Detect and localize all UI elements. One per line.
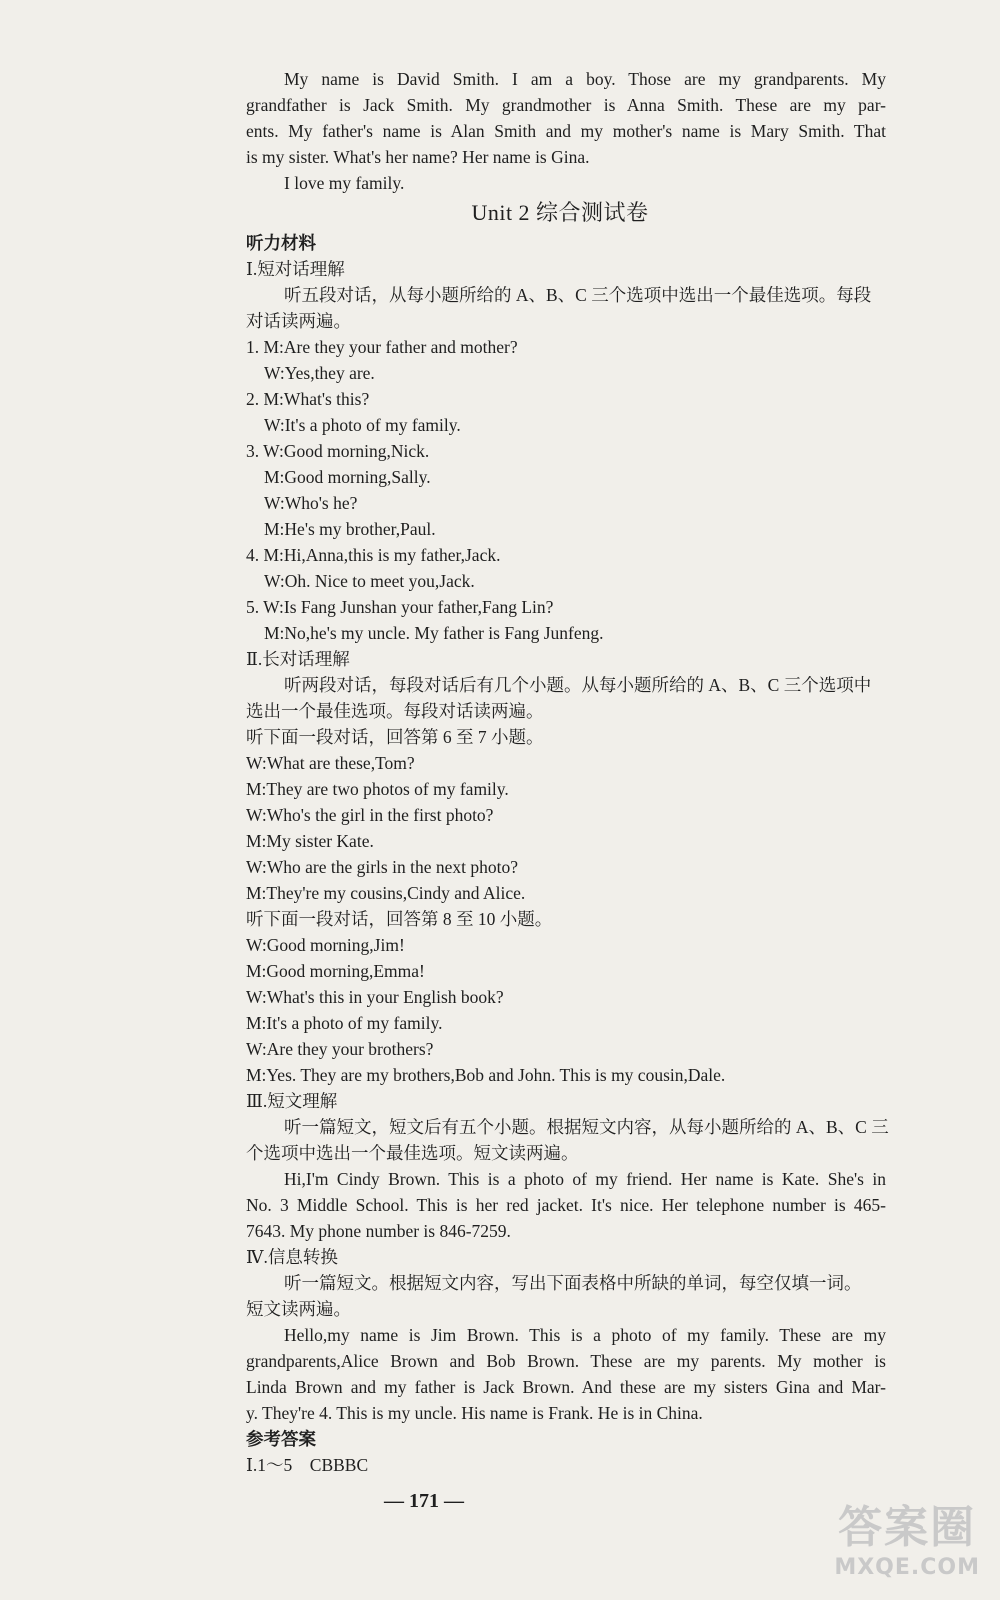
dialogue-instruction: 听下面一段对话，回答第 6 至 7 小题。 — [246, 727, 544, 747]
section-3-instruction-2: 个选项中选出一个最佳选项。短文读两遍。 — [246, 1143, 579, 1163]
dialogue-line: M:They're my cousins,Cindy and Alice. — [246, 883, 526, 903]
watermark-logo-text: 答案圈 — [838, 1502, 977, 1553]
section-2-heading: Ⅱ.长对话理解 — [246, 649, 350, 669]
watermark-site-text: MXQE.COM — [834, 1555, 980, 1580]
dialogue-line: W:Oh. Nice to meet you,Jack. — [264, 571, 475, 591]
page-number: — 171 — — [384, 1490, 464, 1512]
dialogue-line: W:What are these,Tom? — [246, 753, 415, 773]
section-1-instruction-2: 对话读两遍。 — [246, 311, 351, 331]
answers-heading: 参考答案 — [246, 1429, 316, 1449]
dialogue-line: W:Yes,they are. — [264, 363, 375, 383]
intro-line-5: I love my family. — [284, 173, 405, 193]
passage-line: Linda Brown and my father is Jack Brown. And these are my sisters Gina and Mar- — [246, 1377, 886, 1397]
dialogue-line: W:Who's he? — [264, 493, 358, 513]
section-4-heading: Ⅳ.信息转换 — [246, 1247, 338, 1267]
dialogue-line: M:No,he's my uncle. My father is Fang Junfeng. — [264, 623, 604, 643]
passage-line: Hello,my name is Jim Brown. This is a photo of my family. These are my — [284, 1325, 886, 1345]
intro-line-4: is my sister. What's her name? Her name is Gina. — [246, 147, 590, 167]
passage-line: grandparents,Alice Brown and Bob Brown. These are my parents. My mother is — [246, 1351, 886, 1371]
section-3-heading: Ⅲ.短文理解 — [246, 1091, 338, 1111]
dialogue-line: 4. M:Hi,Anna,this is my father,Jack. — [246, 545, 501, 565]
dialogue-line: 1. M:Are they your father and mother? — [246, 337, 518, 357]
unit-title: Unit 2 综合测试卷 — [471, 200, 649, 225]
dialogue-line: W:What's this in your English book? — [246, 987, 504, 1007]
intro-line-2: grandfather is Jack Smith. My grandmother is Anna Smith. These are my par- — [246, 95, 886, 115]
answers-line: Ⅰ.1～5 CBBBC — [246, 1455, 369, 1475]
dialogue-line: M:Yes. They are my brothers,Bob and John. This is my cousin,Dale. — [246, 1065, 726, 1085]
dialogue-line: 2. M:What's this? — [246, 389, 370, 409]
section-1-instruction-1: 听五段对话，从每小题所给的 A、B、C 三个选项中选出一个最佳选项。每段 — [284, 285, 872, 305]
dialogue-line: W:Who's the girl in the first photo? — [246, 805, 494, 825]
dialogue-line: W:Are they your brothers? — [246, 1039, 434, 1059]
dialogue-line: M:Good morning,Sally. — [264, 467, 431, 487]
section-4-instruction-1: 听一篇短文。根据短文内容，写出下面表格中所缺的单词，每空仅填一词。 — [284, 1273, 862, 1293]
intro-line-3: ents. My father's name is Alan Smith and my mother's name is Mary Smith. That — [246, 121, 886, 141]
intro-line-1: My name is David Smith. I am a boy. Those are my grandparents. My — [284, 69, 886, 89]
dialogue-instruction: 听下面一段对话，回答第 8 至 10 小题。 — [246, 909, 553, 929]
passage-line: 7643. My phone number is 846-7259. — [246, 1221, 511, 1241]
section-2-instruction-1: 听两段对话，每段对话后有几个小题。从每小题所给的 A、B、C 三个选项中 — [284, 675, 872, 695]
watermark-logo — [834, 1491, 980, 1580]
dialogue-line: M:It's a photo of my family. — [246, 1013, 443, 1033]
section-3-instruction-1: 听一篇短文，短文后有五个小题。根据短文内容，从每小题所给的 A、B、C 三 — [284, 1117, 889, 1137]
dialogue-line: W:It's a photo of my family. — [264, 415, 461, 435]
section-2-instruction-2: 选出一个最佳选项。每段对话读两遍。 — [246, 701, 544, 721]
dialogue-line: M:He's my brother,Paul. — [264, 519, 436, 539]
section-1-heading: Ⅰ.短对话理解 — [246, 259, 345, 279]
dialogue-line: M:Good morning,Emma! — [246, 961, 425, 981]
dialogue-line: 5. W:Is Fang Junshan your father,Fang Lin? — [246, 597, 554, 617]
dialogue-line: M:They are two photos of my family. — [246, 779, 509, 799]
listening-heading: 听力材料 — [246, 233, 316, 253]
dialogue-line: W:Who are the girls in the next photo? — [246, 857, 518, 877]
passage-line: Hi,I'm Cindy Brown. This is a photo of my friend. Her name is Kate. She's in — [284, 1169, 886, 1189]
dialogue-line: 3. W:Good morning,Nick. — [246, 441, 430, 461]
section-4-instruction-2: 短文读两遍。 — [246, 1299, 351, 1319]
dialogue-line: M:My sister Kate. — [246, 831, 374, 851]
passage-line: y. They're 4. This is my uncle. His name is Frank. He is in China. — [246, 1403, 703, 1423]
passage-line: No. 3 Middle School. This is her red jacket. It's nice. Her telephone number is 465- — [246, 1195, 886, 1215]
dialogue-line: W:Good morning,Jim! — [246, 935, 405, 955]
